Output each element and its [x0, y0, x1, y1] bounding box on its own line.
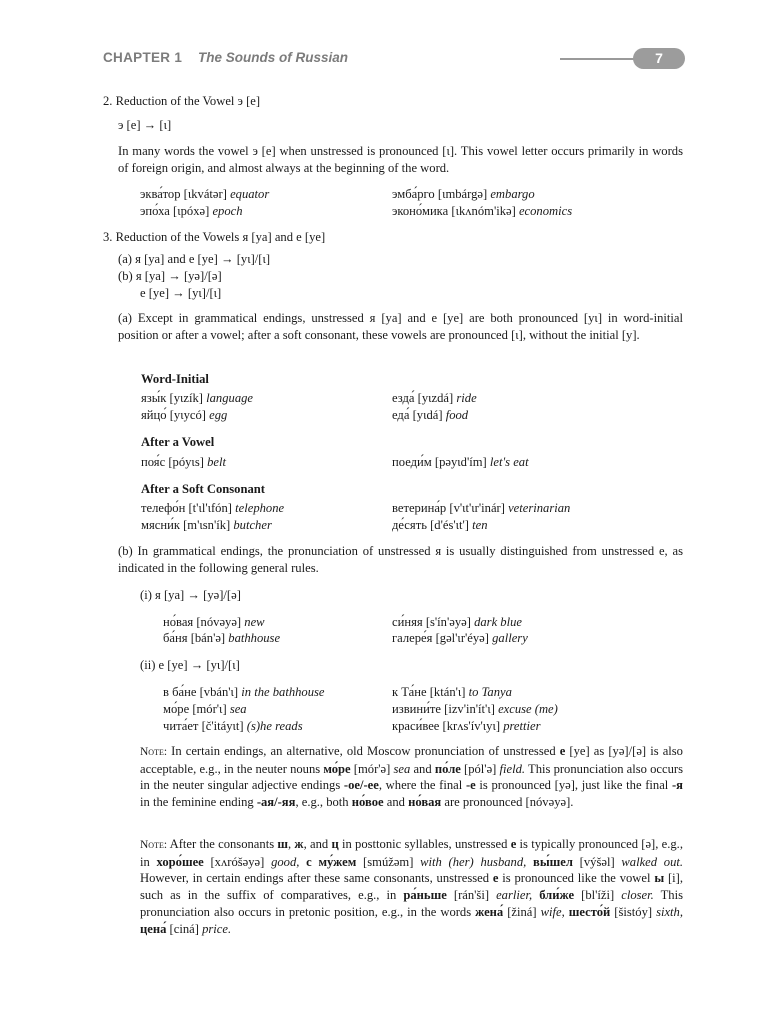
rule-b2: е [ye] → [yɩ]/[ɩ]: [140, 286, 222, 300]
example-row: де́сять [d'és'ɩt'] ten: [392, 518, 488, 532]
rule-ii: (ii) е [ye] → [yɩ]/[ɩ]: [140, 658, 240, 672]
note-1: Note: In certain endings, an alternative, old Moscow pronunciation of unstressed е [ye] as [yə]/[ə] is also acceptable, e.g., in the neuter nouns мо́ре [mór'ə] sea and по́ле [pól'ə] field. This pronunciation also occurs in the neuter singular adjective endings -ое/-ее, where the final -е is pronounced [yə], just like the final -я in the feminine ending -ая/-яя, e.g., both но́вое and но́вая are pronounced [nóvəyə].: [140, 744, 683, 810]
paragraph-a: (a) Except in grammatical endings, unstressed я [ya] and е [ye] are both pronounced [yɩ] in word-initial position or after a vowel; after a soft consonant, these vowels are pronounced [ɩ], without the initial [y].: [118, 311, 683, 342]
section-2-heading: 2. Reduction of the Vowel э [e]: [103, 94, 261, 108]
rule-i: (i) я [ya] → [yə]/[ə]: [140, 588, 241, 602]
subheading-soft-consonant: After a Soft Consonant: [141, 482, 265, 496]
example-row: эконо́мика [ɩkʌnóm'ikə] economics: [392, 204, 573, 218]
example-row: в ба́не [vbán'ɩ] in the bathhouse: [163, 685, 325, 699]
subheading-after-vowel: After a Vowel: [141, 435, 215, 449]
example-row: ветерина́р [v'ɩt'ɩr'inár] veterinarian: [392, 501, 571, 515]
example-row: эпо́ха [ɩpóxə] epoch: [140, 204, 243, 218]
page-number: 7: [633, 48, 685, 69]
running-header: [103, 48, 683, 70]
example-row: поеди́м [pəyɩd'ím] let's eat: [392, 455, 529, 469]
paragraph-b: (b) In grammatical endings, the pronunciation of unstressed я is usually distinguished from unstressed е, as indicated in the following general rules.: [118, 544, 683, 575]
example-row: эмба́рго [ɩmbárgə] embargo: [392, 187, 535, 201]
example-row: мясни́к [m'ɩsn'ík] butcher: [141, 518, 272, 532]
example-row: но́вая [nóvəyə] new: [163, 615, 265, 629]
example-row: эква́тор [ɩkvátər] equator: [140, 187, 270, 201]
subheading-word-initial: Word-Initial: [141, 372, 209, 386]
example-row: телефо́н [t'ɩl'ɩfón] telephone: [141, 501, 285, 515]
example-row: мо́ре [mór'ɩ] sea: [163, 702, 247, 716]
example-row: поя́с [póyɩs] belt: [141, 455, 226, 469]
example-row: чита́ет [č'itáyɩt] (s)he reads: [163, 719, 303, 733]
section-2-rule: э [e] → [ɩ]: [118, 118, 172, 132]
example-row: езда́ [yɩzdá] ride: [392, 391, 477, 405]
rule-a: (a) я [ya] and е [ye] → [yɩ]/[ɩ]: [118, 252, 271, 266]
rule-b1: (b) я [ya] → [yə]/[ə]: [118, 269, 222, 283]
chapter-label: CHAPTER 1: [103, 50, 183, 65]
chapter-title: The Sounds of Russian: [198, 50, 349, 65]
example-row: галере́я [gəl'ɩr'éyə] gallery: [392, 631, 528, 645]
example-row: еда́ [yɩdá] food: [392, 408, 469, 422]
section-2-paragraph: In many words the vowel э [e] when unstressed is pronounced [ɩ]. This vowel letter occurs primarily in words of foreign origin, and almost always at the beginning of the word.: [118, 144, 683, 175]
section-3-heading: 3. Reduction of the Vowels я [ya] and е [ye]: [103, 230, 326, 244]
note-label: Note:: [140, 839, 168, 851]
example-row: язы́к [yɩzík] language: [141, 391, 254, 405]
note-2: Note: After the consonants ш, ж, and ц in posttonic syllables, unstressed е is typically pronounced [ə], e.g., in хоро́шее [xʌróšəyə] good, с му́жем [smúžəm] with (her) husband, вы́шел [výšəl] walked out. However, in certain endings after these same consonants, unstressed е is pronounced like the vowel ы [i], such as in the suffix of comparatives, e.g., in ра́ньше [rán'ši] earlier, бли́же [bl'íži] closer. This pronunciation also occurs in pretonic position, e.g., in the words жена́ [žiná] wife, шесто́й [šistóy] sixth, цена́ [ciná] price.: [140, 837, 684, 936]
example-row: яйцо́ [yɩycó] egg: [141, 408, 228, 422]
example-row: ба́ня [bán'ə] bathhouse: [163, 631, 281, 645]
example-row: извини́те [izv'in'ít'ɩ] excuse (me): [392, 702, 558, 716]
example-row: си́няя [s'ín'əyə] dark blue: [392, 615, 522, 629]
note-label: Note:: [140, 746, 168, 758]
example-row: краси́вее [krʌs'ív'ɩyɩ] prettier: [392, 719, 541, 733]
example-row: к Та́не [ktán'ɩ] to Tanya: [392, 685, 512, 699]
